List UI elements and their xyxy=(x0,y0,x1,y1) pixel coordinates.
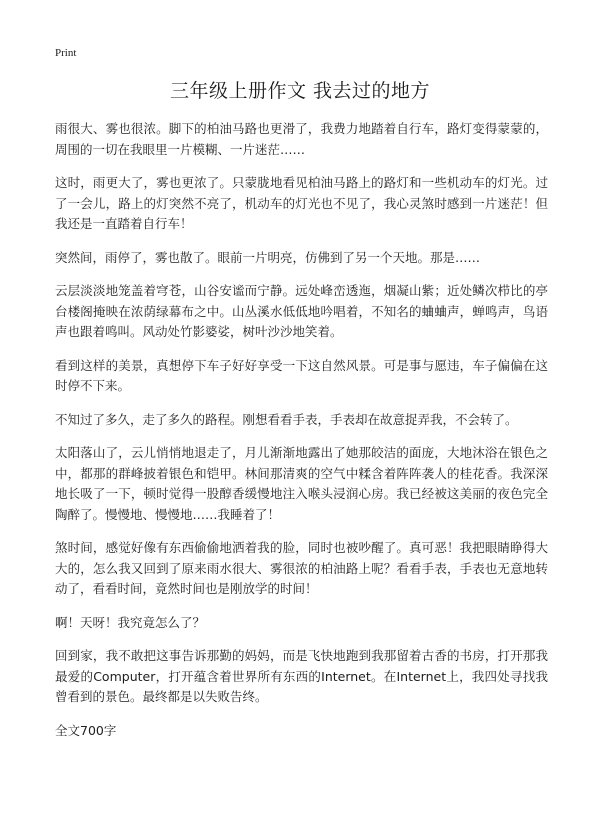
word-count: 全文700字 xyxy=(55,722,117,738)
essay-body xyxy=(55,119,548,741)
print-label: Print xyxy=(55,47,77,59)
paragraph-5: 看到这样的美景，真想停下车子好好享受一下这自然风景。可是事与愿违，车子偏偏在这时停不下来。 xyxy=(55,357,548,393)
paragraph-4: 云层淡淡地笼盖着穹苍，山谷安谧而宁静。远处峰峦透迤，烟凝山紫；近处鳞次栉比的亭台楼阁掩映在浓荫绿幕布之中。山丛溪水低低地吟唱着，不知名的蛐蛐声，蝉鸣声，鸟语声也跟着鸣叫。风动处竹影婆娑，树叶沙沙地笑着。 xyxy=(55,283,548,339)
paragraph-6: 不知过了多久，走了多久的路程。刚想看看手表，手表却在故意捉弄我，不会转了。 xyxy=(55,411,518,427)
document-title: 三年级上册作文 我去过的地方 xyxy=(169,80,431,102)
paragraph-1: 雨很大、雾也很浓。脚下的柏油马路也更滑了，我费力地踏着自行车，路灯变得蒙蒙的，周围的一切在我眼里一片模糊、一片迷茫…… xyxy=(55,121,548,157)
paragraph-3: 突然间，雨停了，雾也散了。眼前一片明亮，仿佛到了另一个天地。那是…… xyxy=(55,249,481,265)
paragraph-10: 回到家，我不敢把这事告诉那勤的妈妈，而是飞快地跑到我那留着古香的书房，打开那我最爱的Computer，打开蕴含着世界所有东西的Internet。在Internet上，我四处寻找我曾看到的景色。最终都是以失败告终。 xyxy=(55,648,548,704)
paragraph-9: 啊！天呀！我究竟怎么了？ xyxy=(55,614,206,630)
paragraph-2: 这时，雨更大了，雾也更浓了。只蒙胧地看见柏油马路上的路灯和一些机动车的灯光。过了一会儿，路上的灯突然不亮了，机动车的灯光也不见了，我心灵煞时感到一片迷茫！但我还是一直踏着自行车！ xyxy=(55,175,548,231)
paragraph-7: 太阳落山了，云儿悄悄地退走了，月儿渐渐地露出了她那皎洁的面庞，大地沐浴在银色之中，都那的群峰披着银色和铠甲。林间那清爽的空气中糅含着阵阵袭人的桂花香。我深深地长吸了一下，顿时觉得一股醇香缓慢地注入喉头浸润心房。我已经被这美丽的夜色完全陶醉了。慢慢地、慢慢地……我睡着了！ xyxy=(55,445,548,522)
paragraph-8: 煞时间，感觉好像有东西偷偷地洒着我的脸，同时也被吵醒了。真可恶！我把眼睛睁得大大的，怎么我又回到了原来雨水很大、雾很浓的柏油路上呢？看看手表，手表也无意地转动了，看看时间，竟然时间也是刚放学的时间！ xyxy=(55,540,548,596)
